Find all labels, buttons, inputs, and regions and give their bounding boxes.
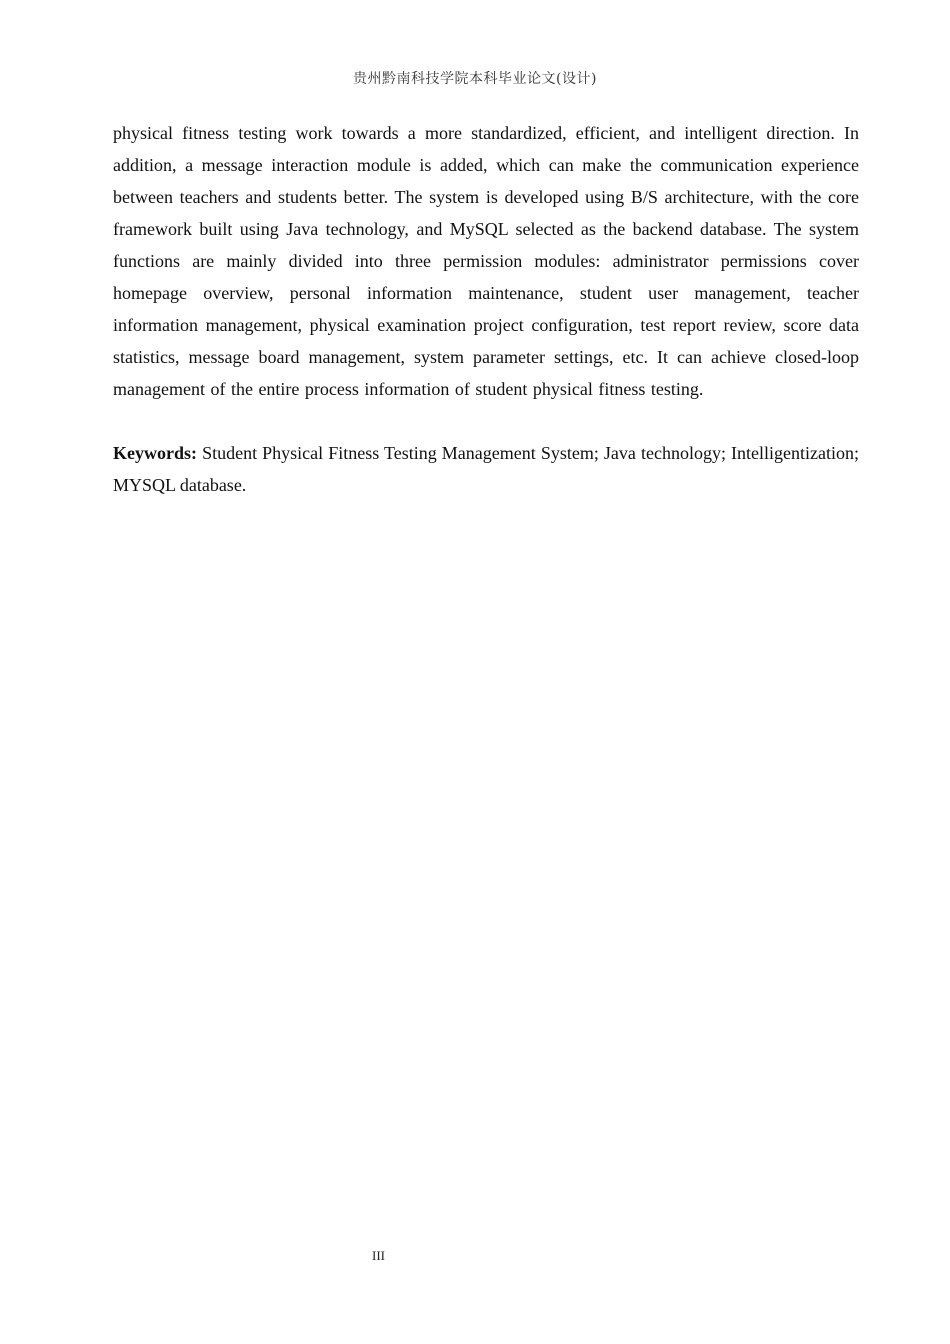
abstract-paragraph: physical fitness testing work towards a more standardized, efficient, and intelligent direction. In addition, a message interaction module is added, which can make the communication experience between teachers and students better. The system is developed using B/S architecture, with the core framework built using Java technology, and MySQL selected as the backend database. The system functions are mainly divided into three permission modules: administrator permissions cover homepage overview, personal information maintenance, student user management, teacher information management, physical examination project configuration, test report review, score data statistics, message board management, system parameter settings, etc. It can achieve closed-loop management of the entire process information of student physical fitness testing. <box>113 123 859 399</box>
keywords-paragraph <box>113 437 859 501</box>
page-number: III <box>372 1248 385 1263</box>
keywords-label: Keywords: <box>113 443 197 463</box>
abstract-section <box>113 117 859 501</box>
running-header: 贵州黔南科技学院本科毕业论文(设计) <box>353 71 597 87</box>
keywords-text: Student Physical Fitness Testing Management System; Java technology; Intelligentization; MYSQL database. <box>113 443 859 495</box>
